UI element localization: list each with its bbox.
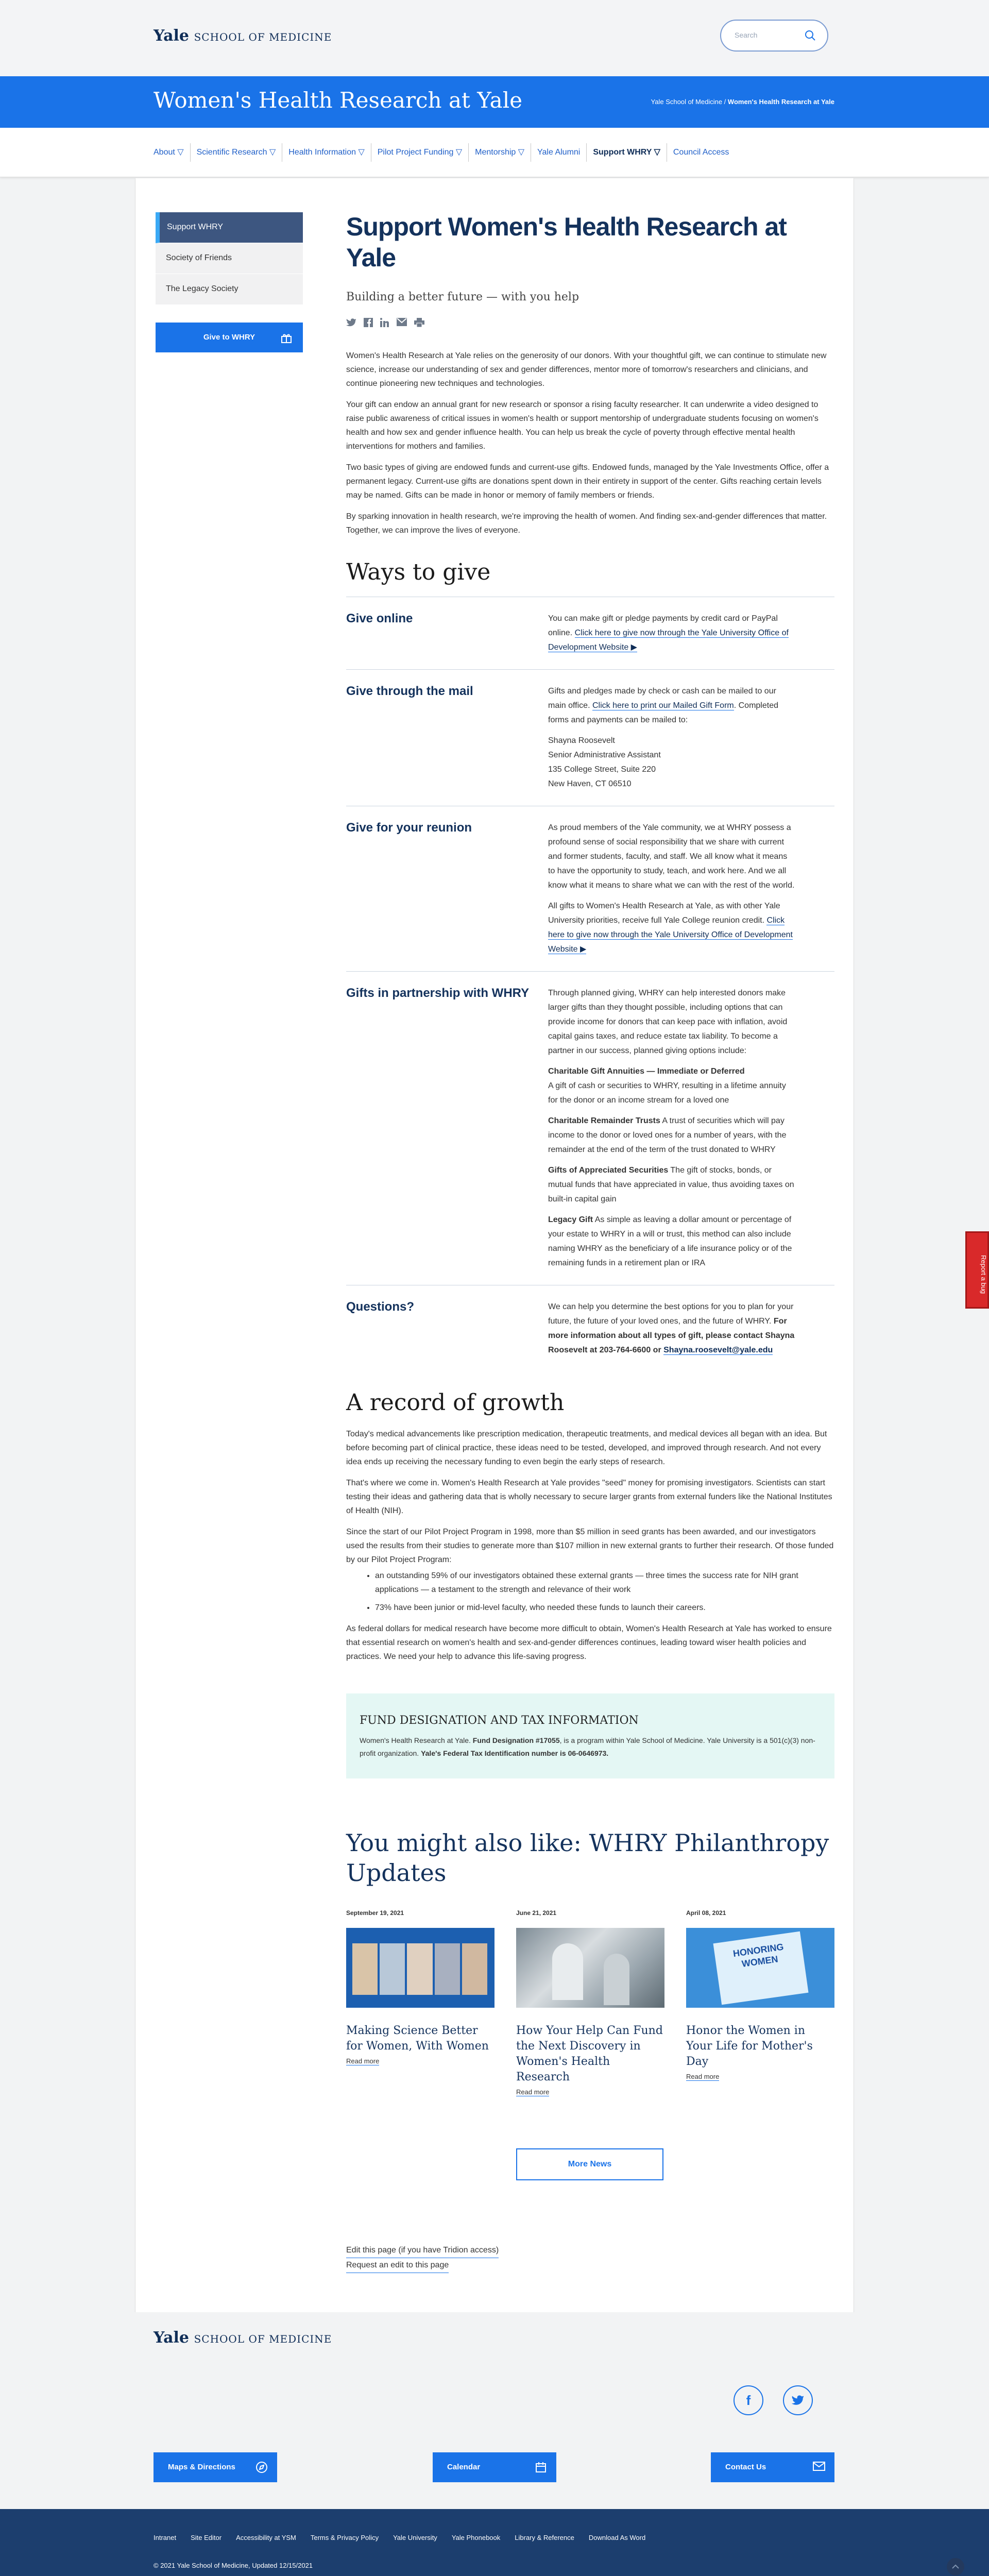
edit-page-link[interactable]: Edit this page (if you have Tridion access) — [346, 2243, 499, 2258]
read-more-link[interactable]: Read more — [686, 2073, 720, 2080]
option-text: The gift of stocks, bonds, or mutual funds that have appreciated in value, thus avoiding taxes on built-in capital gain — [548, 1166, 794, 1204]
list-item: • an outstanding 59% of our investigators obtained these external grants — three times the success rate for NIH grant applications — a testament to the strength and relevance of their work — [375, 1569, 834, 1597]
growth-paragraph: Since the start of our Pilot Project Program in 1998, more than $5 million in seed grants has been awarded, and our investigators used the results from their studies to generate more than $107 million in new external grants to further their research. Of those funded by our Pilot Project Program: — [346, 1528, 834, 1564]
ways-to-give-heading: Ways to give — [346, 559, 491, 585]
email-icon — [813, 2461, 825, 2471]
footer-link[interactable]: Yale University — [393, 2534, 437, 2541]
honoring-women-card: HONORING WOMEN — [713, 1931, 808, 2005]
breadcrumb-separator: / — [722, 98, 728, 106]
news-card[interactable] — [516, 1909, 664, 2097]
card-image[interactable] — [346, 1928, 494, 2008]
news-card[interactable] — [686, 1909, 834, 2097]
contact-us-button[interactable]: Contact Us — [711, 2452, 834, 2482]
gift-icon — [280, 332, 293, 344]
card-title[interactable]: How Your Help Can Fund the Next Discovery in Women's Health Research — [516, 2024, 663, 2083]
list-item: • 73% have been junior or mid-level faculty, who needed these funds to launch their careers. — [375, 1601, 834, 1615]
intro-paragraph: Your gift can endow an annual grant for new research or sponsor a rising faculty researcher. It can underwrite a video designed to raise public awareness of critical issues in women's health or support mentorship of undergraduate students focusing on women's health and how sex and gender influence health. You can help us break the cycle of poverty through effective mental health interventions for mothers and families. — [346, 400, 819, 451]
top-header — [0, 0, 989, 76]
sidebar — [156, 212, 303, 305]
footer — [0, 2313, 989, 2509]
nav-pilot-project-funding[interactable]: Pilot Project Funding ▽ — [371, 143, 469, 162]
way-text: We can help you determine the best options for you to plan for your future, the future of your loved ones, and the future of WHRY. — [548, 1302, 794, 1326]
footer-link[interactable]: Yale Phonebook — [451, 2534, 501, 2541]
nav-health-information[interactable]: Health Information ▽ — [282, 143, 371, 162]
footer-link[interactable]: Site Editor — [191, 2534, 222, 2541]
page-subtitle: Building a better future — with you help — [346, 291, 579, 303]
read-more-link[interactable]: Read more — [346, 2057, 380, 2065]
copyright: © 2021 Yale School of Medicine, Updated 12/15/2021 — [154, 2562, 313, 2569]
mailing-address — [548, 734, 795, 791]
back-to-top-button[interactable] — [947, 2558, 964, 2575]
nav-mentorship[interactable]: Mentorship ▽ — [469, 143, 531, 162]
card-image[interactable] — [686, 1928, 834, 2008]
way-text: You can make gift or pledge payments by credit card or PayPal online. — [548, 614, 778, 637]
option-heading: Legacy Gift — [548, 1215, 593, 1224]
way-heading: Gifts in partnership with WHRY — [346, 986, 530, 1000]
breadcrumb — [651, 98, 834, 106]
card-title[interactable]: Making Science Better for Women, With Women — [346, 2024, 489, 2053]
way-text: . Completed forms and payments can be mailed to: — [548, 701, 778, 724]
intro-paragraph: Two basic types of giving are endowed funds and current-use gifts. Endowed funds, managed by the Yale Investments Office, offer a permanent legacy. Current-use gifts are donations spent down in their entirety in support of the center. Gifts reaching certain levels may be named. Gifts can be made in honor or memory of family members or friends. — [346, 463, 829, 500]
footer-logo[interactable]: Yale SCHOOL OF MEDICINE — [154, 2329, 332, 2347]
sidebar-item-support-whry[interactable]: Support WHRY — [156, 212, 303, 243]
facebook-icon[interactable]: f — [734, 2385, 763, 2415]
tax-id: Yale's Federal Tax Identification number is 06-0646973. — [421, 1749, 609, 1757]
way-heading: Give through the mail — [346, 684, 473, 698]
related-heading: You might also like: WHRY Philanthropy Updates — [346, 1829, 829, 1887]
facebook-icon[interactable] — [364, 318, 373, 327]
breadcrumb-parent[interactable]: Yale School of Medicine — [651, 98, 723, 106]
give-to-whry-button[interactable]: Give to WHRY — [156, 323, 303, 352]
footer-link[interactable]: Library & Reference — [515, 2534, 574, 2541]
option-heading: Gifts of Appreciated Securities — [548, 1166, 669, 1175]
page-title: Support Women's Health Research at Yale — [346, 212, 787, 272]
way-heading: Questions? — [346, 1300, 415, 1314]
nav-support-whry[interactable]: Support WHRY ▽ — [587, 143, 667, 162]
way-partnership — [346, 971, 834, 1285]
reunion-give-link[interactable]: Click here to give now through the Yale University Office of Development Website ▶ — [548, 916, 793, 954]
way-text: Through planned giving, WHRY can help interested donors make larger gifts than they thought possible, including options that can provide income for donors that can keep pace with inflation, avoid capital gains taxes, and reduce estate tax liability. To become a partner in our success, planned giving options include: — [548, 989, 788, 1055]
option-heading: Charitable Gift Annuities — Immediate or Deferred — [548, 1067, 745, 1076]
lab-figure — [552, 1943, 583, 2000]
address-line: 135 College Street, Suite 220 — [548, 765, 656, 774]
way-give-online — [346, 597, 834, 669]
tax-heading: FUND DESIGNATION AND TAX INFORMATION — [360, 1714, 639, 1727]
card-date: June 21, 2021 — [516, 1909, 557, 1917]
footer-links — [154, 2534, 645, 2541]
address-line: Senior Administrative Assistant — [548, 751, 661, 759]
card-image[interactable] — [516, 1928, 664, 2008]
search-icon[interactable] — [805, 30, 816, 41]
nav-scientific-research[interactable]: Scientific Research ▽ — [191, 143, 283, 162]
footer-link[interactable]: Accessibility at YSM — [236, 2534, 296, 2541]
report-bug-button[interactable]: Report a bug — [965, 1231, 989, 1309]
read-more-link[interactable]: Read more — [516, 2088, 550, 2096]
search-input[interactable]: Search — [720, 20, 828, 52]
mailed-gift-form-link[interactable]: Click here to print our Mailed Gift Form — [592, 701, 734, 710]
contact-email-link[interactable]: Shayna.roosevelt@yale.edu — [663, 1346, 773, 1354]
tax-text: Women's Health Research at Yale. — [360, 1736, 473, 1744]
calendar-icon — [535, 2461, 547, 2473]
news-card[interactable] — [346, 1909, 494, 2097]
lab-figure — [604, 1954, 629, 2005]
growth-paragraph: That's where we come in. Women's Health Research at Yale provides "seed" money for promising investigators. Scientists can start testing their ideas and gathering data that is wholly necessary to secure larger grants from external funders like the National Institutes of Health (NIH). — [346, 1479, 832, 1515]
main-content — [346, 211, 834, 2273]
way-text: Gifts and pledges made by check or cash can be mailed to our main office. — [548, 687, 776, 710]
growth-paragraph: Today's medical advancements like prescription medication, therapeutic treatments, and medical devices all began with an idea. But before becoming part of clinical practice, these ideas need to be tested, developed, and improved through research. And not every idea ends up receiving the necessary funding to even begin the early steps of research. — [346, 1430, 827, 1466]
email-icon[interactable] — [397, 318, 407, 326]
sidebar-item-society-of-friends[interactable]: Society of Friends — [156, 243, 303, 274]
tax-info-box — [346, 1693, 834, 1778]
address-line: Shayna Roosevelt — [548, 736, 615, 745]
way-text: As proud members of the Yale community, we at WHRY possess a profound sense of social responsibility that we share with current and former students, faculty, and staff. We all know what it means to have the opportunity to study, teach, and work here. And we all know what it means to share what we can with the rest of the world. — [548, 823, 795, 890]
share-bar — [346, 318, 834, 327]
intro-paragraph: Women's Health Research at Yale relies on the generosity of our donors. With your thoughtful gift, we can continue to stimulate new science, increase our understanding of sex and gender differences, mentor more of tomorrow's researchers and clinicians, and continue pioneering new techniques and technologies. — [346, 351, 827, 388]
compass-icon — [255, 2461, 268, 2473]
maps-directions-button[interactable]: Maps & Directions — [154, 2452, 277, 2482]
way-heading: Give for your reunion — [346, 821, 472, 835]
footer-link[interactable]: Intranet — [154, 2534, 177, 2541]
request-edit-link[interactable]: Request an edit to this page — [346, 2258, 449, 2273]
intro-paragraph: By sparking innovation in health research, we're improving the health of women. And finding sex-and-gender differences that matter. Together, we can improve the lives of everyone. — [346, 512, 827, 535]
way-heading: Give online — [346, 612, 413, 625]
yale-logo[interactable]: Yale SCHOOL OF MEDICINE — [154, 27, 332, 45]
growth-paragraph: As federal dollars for medical research have become more difficult to obtain, Women's Health Research at Yale has worked to ensure that essential research on women's health and sex-and-gender differences continues, leading toward wiser health policies and practices. We need your help to advance this life-saving progress. — [346, 1624, 832, 1661]
option-text: A trust of securities which will pay income to the donor or loved ones for a number of years, with the remainder at the end of the term of the trust donated to WHRY — [548, 1116, 787, 1154]
way-give-reunion — [346, 806, 834, 971]
chevron-up-icon — [947, 2558, 964, 2575]
footer-link[interactable]: Terms & Privacy Policy — [310, 2534, 379, 2541]
edit-links — [346, 2243, 834, 2273]
nav-yale-alumni[interactable]: Yale Alumni — [531, 143, 587, 162]
site-banner — [0, 76, 989, 128]
card-date: April 08, 2021 — [686, 1909, 726, 1917]
more-news-button[interactable]: More News — [516, 2148, 663, 2180]
contact-text: For more information about all types of gift, please contact Shayna Roosevelt at 203-764-6600 or — [548, 1317, 795, 1354]
photo-collage — [352, 1943, 487, 1995]
address-line: New Haven, CT 06510 — [548, 779, 632, 788]
way-give-mail — [346, 669, 834, 806]
twitter-icon[interactable] — [346, 318, 356, 327]
growth-bullets — [375, 1569, 834, 1615]
calendar-button[interactable]: Calendar — [433, 2452, 556, 2482]
tax-text: , is a program within Yale School of Medicine. Yale University is a 501(c)(3) non-profit organization. — [360, 1736, 815, 1757]
footer-bottom — [0, 2509, 989, 2576]
option-heading: Charitable Remainder Trusts — [548, 1116, 660, 1125]
growth-heading: A record of growth — [346, 1389, 565, 1416]
linkedin-icon[interactable] — [380, 318, 389, 327]
related-cards — [346, 1909, 834, 2097]
nav-about[interactable]: About ▽ — [147, 143, 191, 162]
sidebar-item-legacy-society[interactable]: The Legacy Society — [156, 274, 303, 305]
option-text: As simple as leaving a dollar amount or percentage of your estate to WHRY in a will or trust, this method can also include naming WHRY as the beneficiary of a life insurance policy or of the remaining funds in a retirement plan or IRA — [548, 1215, 792, 1267]
main-nav — [0, 128, 989, 177]
way-questions — [346, 1285, 834, 1372]
way-text: All gifts to Women's Health Research at Yale, as with other Yale University priorities, receive full Yale College reunion credit. — [548, 902, 780, 925]
breadcrumb-current: Women's Health Research at Yale — [727, 98, 834, 106]
give-online-link[interactable]: Click here to give now through the Yale University Office of Development Website ▶ — [548, 629, 789, 652]
fund-designation: Fund Designation #17055 — [472, 1736, 560, 1744]
site-title[interactable]: Women's Health Research at Yale — [154, 88, 523, 113]
nav-council-access[interactable]: Council Access — [673, 148, 729, 157]
twitter-icon[interactable] — [783, 2385, 813, 2415]
card-date: September 19, 2021 — [346, 1909, 404, 1917]
option-text: A gift of cash or securities to WHRY, resulting in a lifetime annuity for the donor or an income stream for a loved one — [548, 1081, 786, 1105]
footer-link[interactable]: Download As Word — [588, 2534, 646, 2541]
card-title[interactable]: Honor the Women in Your Life for Mother's Day — [686, 2024, 813, 2068]
print-icon[interactable] — [414, 318, 424, 327]
